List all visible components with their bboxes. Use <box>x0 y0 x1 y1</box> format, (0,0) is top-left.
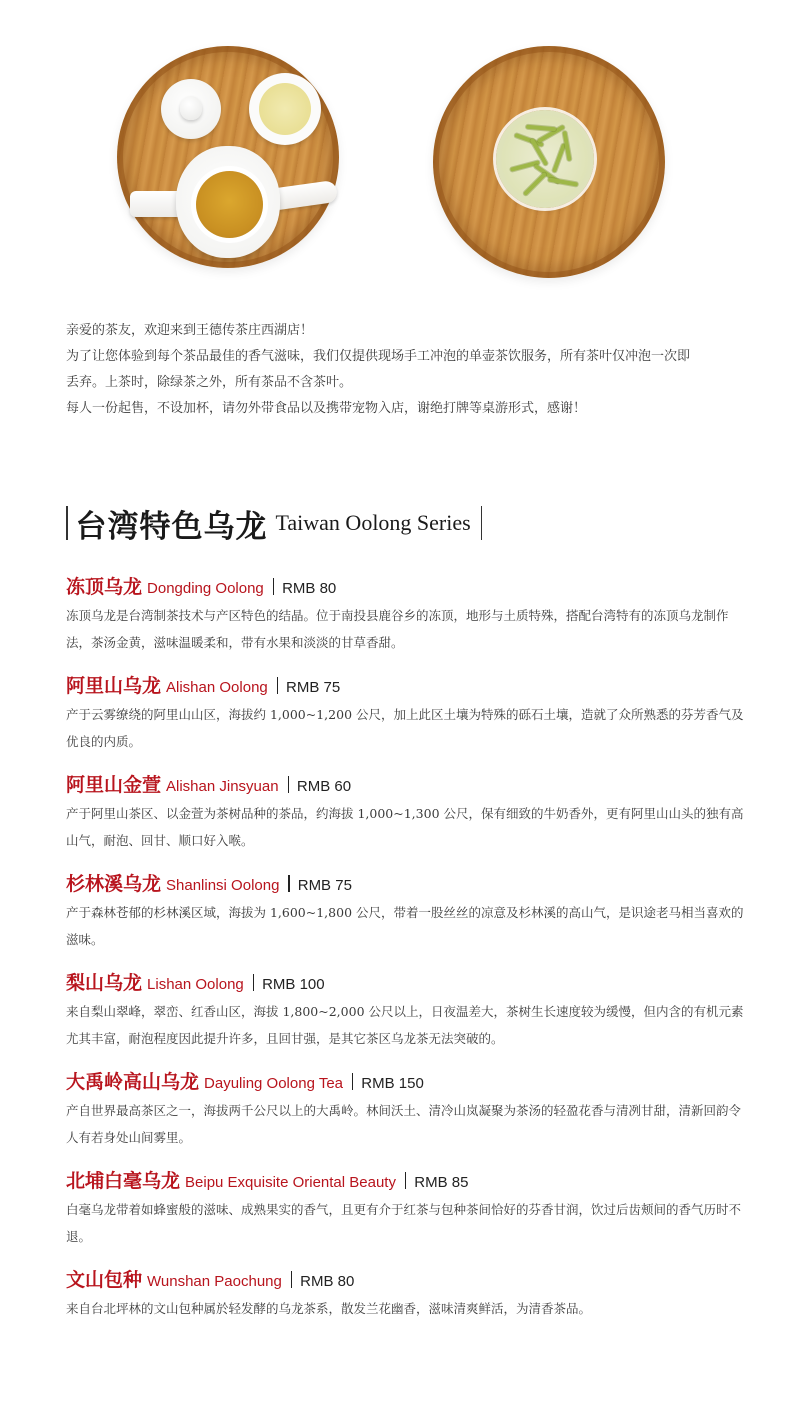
tea-leaf <box>526 125 556 132</box>
intro-line: 为了让您体验到每个茶品最佳的香气滋味，我们仅提供现场手工冲泡的单壶茶饮服务，所有茶叶仅冲泡一次即 <box>66 349 691 364</box>
tea-description: 产自世界最高茶区之一，海拔两千公尺以上的大禹岭。林间沃土、清冷山岚凝聚为茶汤的轻盈花香与清冽甘甜，清新回韵令人有若身处山间雾里。 <box>66 1103 742 1145</box>
tea-item <box>66 1067 746 1166</box>
tea-description: 产于阿里山茶区、以金萱为茶树品种的茶品，约海拔 1,000~1,300 公尺，保有细致的牛奶香外，更有阿里山山头的独有高山气，耐泡、回甘、顺口好入喉。 <box>66 806 744 848</box>
tea-name-cn: 阿里山金萱 <box>66 774 162 796</box>
tea-name-cn: 冻顶乌龙 <box>66 576 143 598</box>
tea-menu-list <box>66 572 746 1364</box>
price-divider <box>273 578 274 595</box>
tea-name-en: Beipu Exquisite Oriental Beauty <box>185 1174 396 1191</box>
intro-line: 丢弃。上茶时，除绿茶之外，所有茶品不含茶叶。 <box>66 375 353 390</box>
tea-cup-image <box>249 73 321 145</box>
tea-leaf <box>548 177 578 186</box>
section-title-cn: 台湾特色乌龙 <box>75 508 268 545</box>
welcome-notice <box>66 318 746 422</box>
tea-item-header <box>66 1166 746 1192</box>
tea-name-en: Shanlinsi Oolong <box>166 877 280 894</box>
tea-description: 冻顶乌龙是台湾制茶技术与产区特色的结晶。位于南投县鹿谷乡的冻顶，地形与土质特殊，搭配台湾特有的冻顶乌龙制作法，茶汤金黄，滋味温暖柔和，带有水果和淡淡的甘草香甜。 <box>66 608 729 650</box>
tea-name-cn: 梨山乌龙 <box>66 972 143 994</box>
tea-description: 白毫乌龙带着如蜂蜜般的滋味、成熟果实的香气，且更有介于红茶与包种茶间恰好的芬香甘润，饮过后齿颊间的香气历时不退。 <box>66 1202 742 1244</box>
tea-name-cn: 阿里山乌龙 <box>66 675 162 697</box>
tea-name-en: Wunshan Paochung <box>147 1273 282 1290</box>
tea-name-cn: 文山包种 <box>66 1269 143 1291</box>
tea-name-cn: 北埔白毫乌龙 <box>66 1170 181 1192</box>
tea-description: 产于云雾缭绕的阿里山山区，海拔约 1,000~1,200 公尺，加上此区土壤为特殊的砾石土壤，造就了众所熟悉的芬芳香气及优良的内质。 <box>66 707 744 749</box>
tea-name-en: Alishan Oolong <box>166 679 268 696</box>
tea-price: RMB 80 <box>282 580 337 597</box>
section-title <box>66 503 482 543</box>
tea-item-header <box>66 1067 746 1093</box>
tea-name-cn: 大禹岭高山乌龙 <box>66 1071 200 1093</box>
tea-price: RMB 75 <box>286 679 341 696</box>
price-divider <box>352 1073 353 1090</box>
teapot-lid-image <box>161 79 221 139</box>
section-title-en: Taiwan Oolong Series <box>275 510 471 535</box>
price-divider <box>405 1172 406 1189</box>
green-tea-glass-image <box>496 110 594 208</box>
price-divider <box>288 776 289 793</box>
tea-price: RMB 80 <box>300 1273 355 1290</box>
tea-description: 产于森林苍郁的杉林溪区域，海拔为 1,600~1,800 公尺，带着一股丝丝的凉意及杉林溪的高山气，是识途老马相当喜欢的滋味。 <box>66 905 744 947</box>
price-divider <box>291 1271 292 1288</box>
cup-tea <box>259 83 311 135</box>
tea-item <box>66 572 746 671</box>
tea-item-header <box>66 968 746 994</box>
tea-price: RMB 75 <box>297 877 352 894</box>
tea-name-en: Dongding Oolong <box>147 580 264 597</box>
tea-leaf <box>552 143 566 173</box>
intro-line: 亲爱的茶友，欢迎来到王德传茶庄西湖店！ <box>66 323 314 338</box>
tea-name-en: Dayuling Oolong Tea <box>204 1075 343 1092</box>
tea-item <box>66 869 746 968</box>
tea-leaf <box>523 172 547 196</box>
lid-knob <box>180 96 202 120</box>
tea-item <box>66 968 746 1067</box>
tea-price: RMB 150 <box>361 1075 424 1092</box>
title-divider-left <box>66 506 68 540</box>
tea-item <box>66 1166 746 1265</box>
tea-description: 来自台北坪林的文山包种属於轻发酵的乌龙茶系，散发兰花幽香，滋味清爽鲜活，为清香茶品。 <box>66 1301 592 1316</box>
title-divider-right <box>481 506 483 540</box>
tea-name-cn: 杉林溪乌龙 <box>66 873 162 895</box>
intro-line: 每人一份起售，不设加杯，请勿外带食品以及携带宠物入店，谢绝打牌等桌游形式，感谢！ <box>66 401 587 416</box>
teapot-tea <box>196 171 263 238</box>
tea-item <box>66 1265 746 1364</box>
tea-price: RMB 85 <box>414 1174 469 1191</box>
tea-item-header <box>66 770 746 796</box>
tea-description: 来自梨山翠峰，翠峦、红香山区，海拔 1,800~2,000 公尺以上，日夜温差大，茶树生长速度较为缓慢，但内含的有机元素尤其丰富，耐泡程度因此提升许多，且回甘强，是其它茶区乌龙茶无法突破的。 <box>66 1004 744 1046</box>
price-divider <box>253 974 254 991</box>
tea-item <box>66 770 746 869</box>
tea-name-en: Lishan Oolong <box>147 976 244 993</box>
tea-item-header <box>66 671 746 697</box>
tea-item-header <box>66 572 746 598</box>
price-divider <box>288 875 289 892</box>
tea-item-header <box>66 869 746 895</box>
tea-name-en: Alishan Jinsyuan <box>166 778 279 795</box>
tea-price: RMB 60 <box>296 778 352 795</box>
hero-photos <box>0 0 800 300</box>
tea-price: RMB 100 <box>262 976 325 993</box>
tea-item <box>66 671 746 770</box>
price-divider <box>277 677 278 694</box>
tea-item-header <box>66 1265 746 1291</box>
